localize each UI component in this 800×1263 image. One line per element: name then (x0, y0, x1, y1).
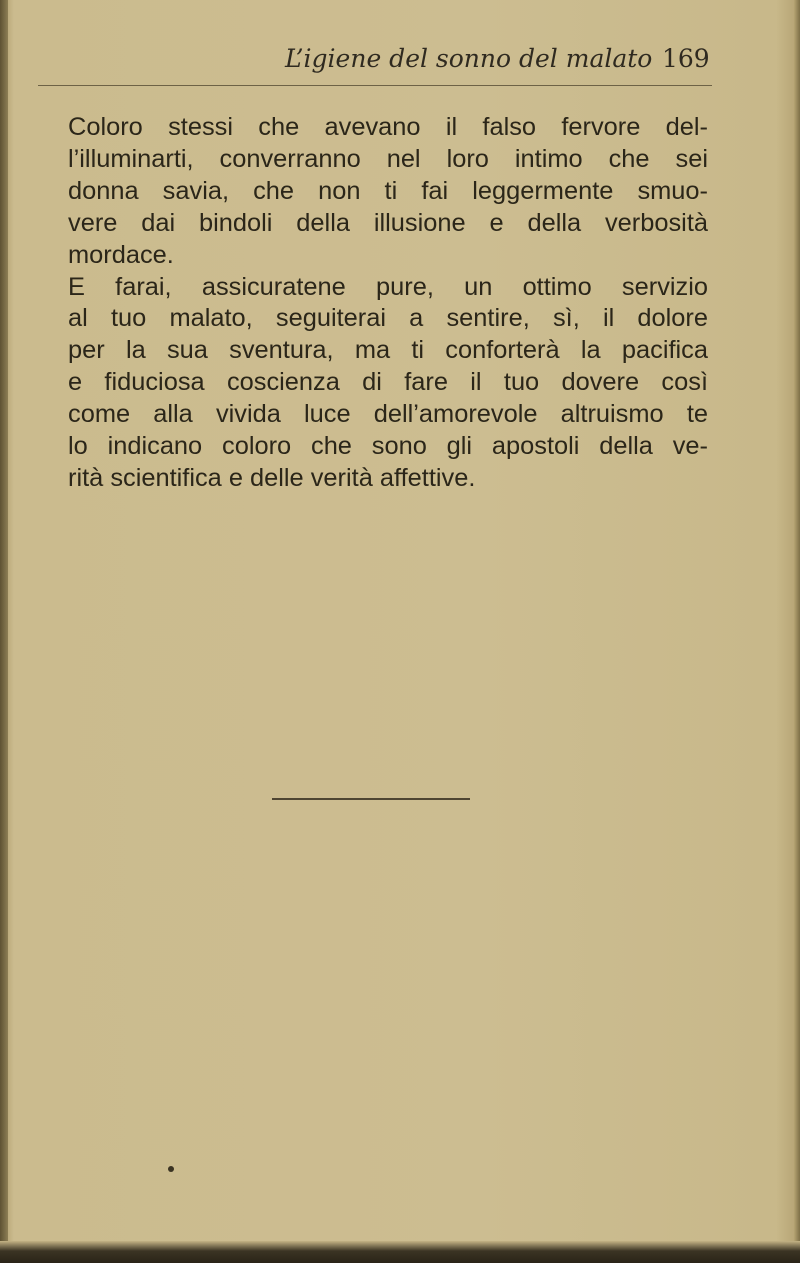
text-line: Coloro stessi che avevano il falso fervore del- (68, 113, 708, 141)
page-header (0, 40, 800, 80)
text-line: per la sua sventura, ma ti conforterà la pacifica (68, 336, 708, 365)
header-rule (38, 85, 712, 86)
text-line: mordace. (68, 240, 174, 269)
section-end-rule (272, 798, 470, 800)
text-line: e fiduciosa coscienza di fare il tuo dovere così (68, 368, 708, 397)
text-line: l’illuminarti, converranno nel loro intimo che sei (68, 144, 708, 173)
page-binding-edge (0, 0, 8, 1263)
body-text (68, 112, 708, 495)
page-number: 169 (662, 44, 710, 73)
paper-spot (168, 1166, 174, 1172)
page-right-edge (794, 0, 800, 1263)
text-line: E farai, assicuratene pure, un ottimo servizio (68, 272, 708, 301)
text-line: come alla vivida luce dell’amorevole altruismo te (68, 400, 708, 429)
running-title: L’igiene del sonno del malato (285, 44, 653, 73)
text-line: vere dai bindoli della illusione e della verbosità (68, 208, 708, 237)
page-bottom-edge (0, 1241, 800, 1263)
text-line: donna savia, che non ti fai leggermente smuo- (68, 176, 708, 205)
text-line: al tuo malato, seguiterai a sentire, sì, il dolore (68, 304, 708, 333)
text-line: lo indicano coloro che sono gli apostoli della ve- (68, 432, 708, 461)
text-line: rità scientifica e delle verità affettive. (68, 463, 476, 492)
